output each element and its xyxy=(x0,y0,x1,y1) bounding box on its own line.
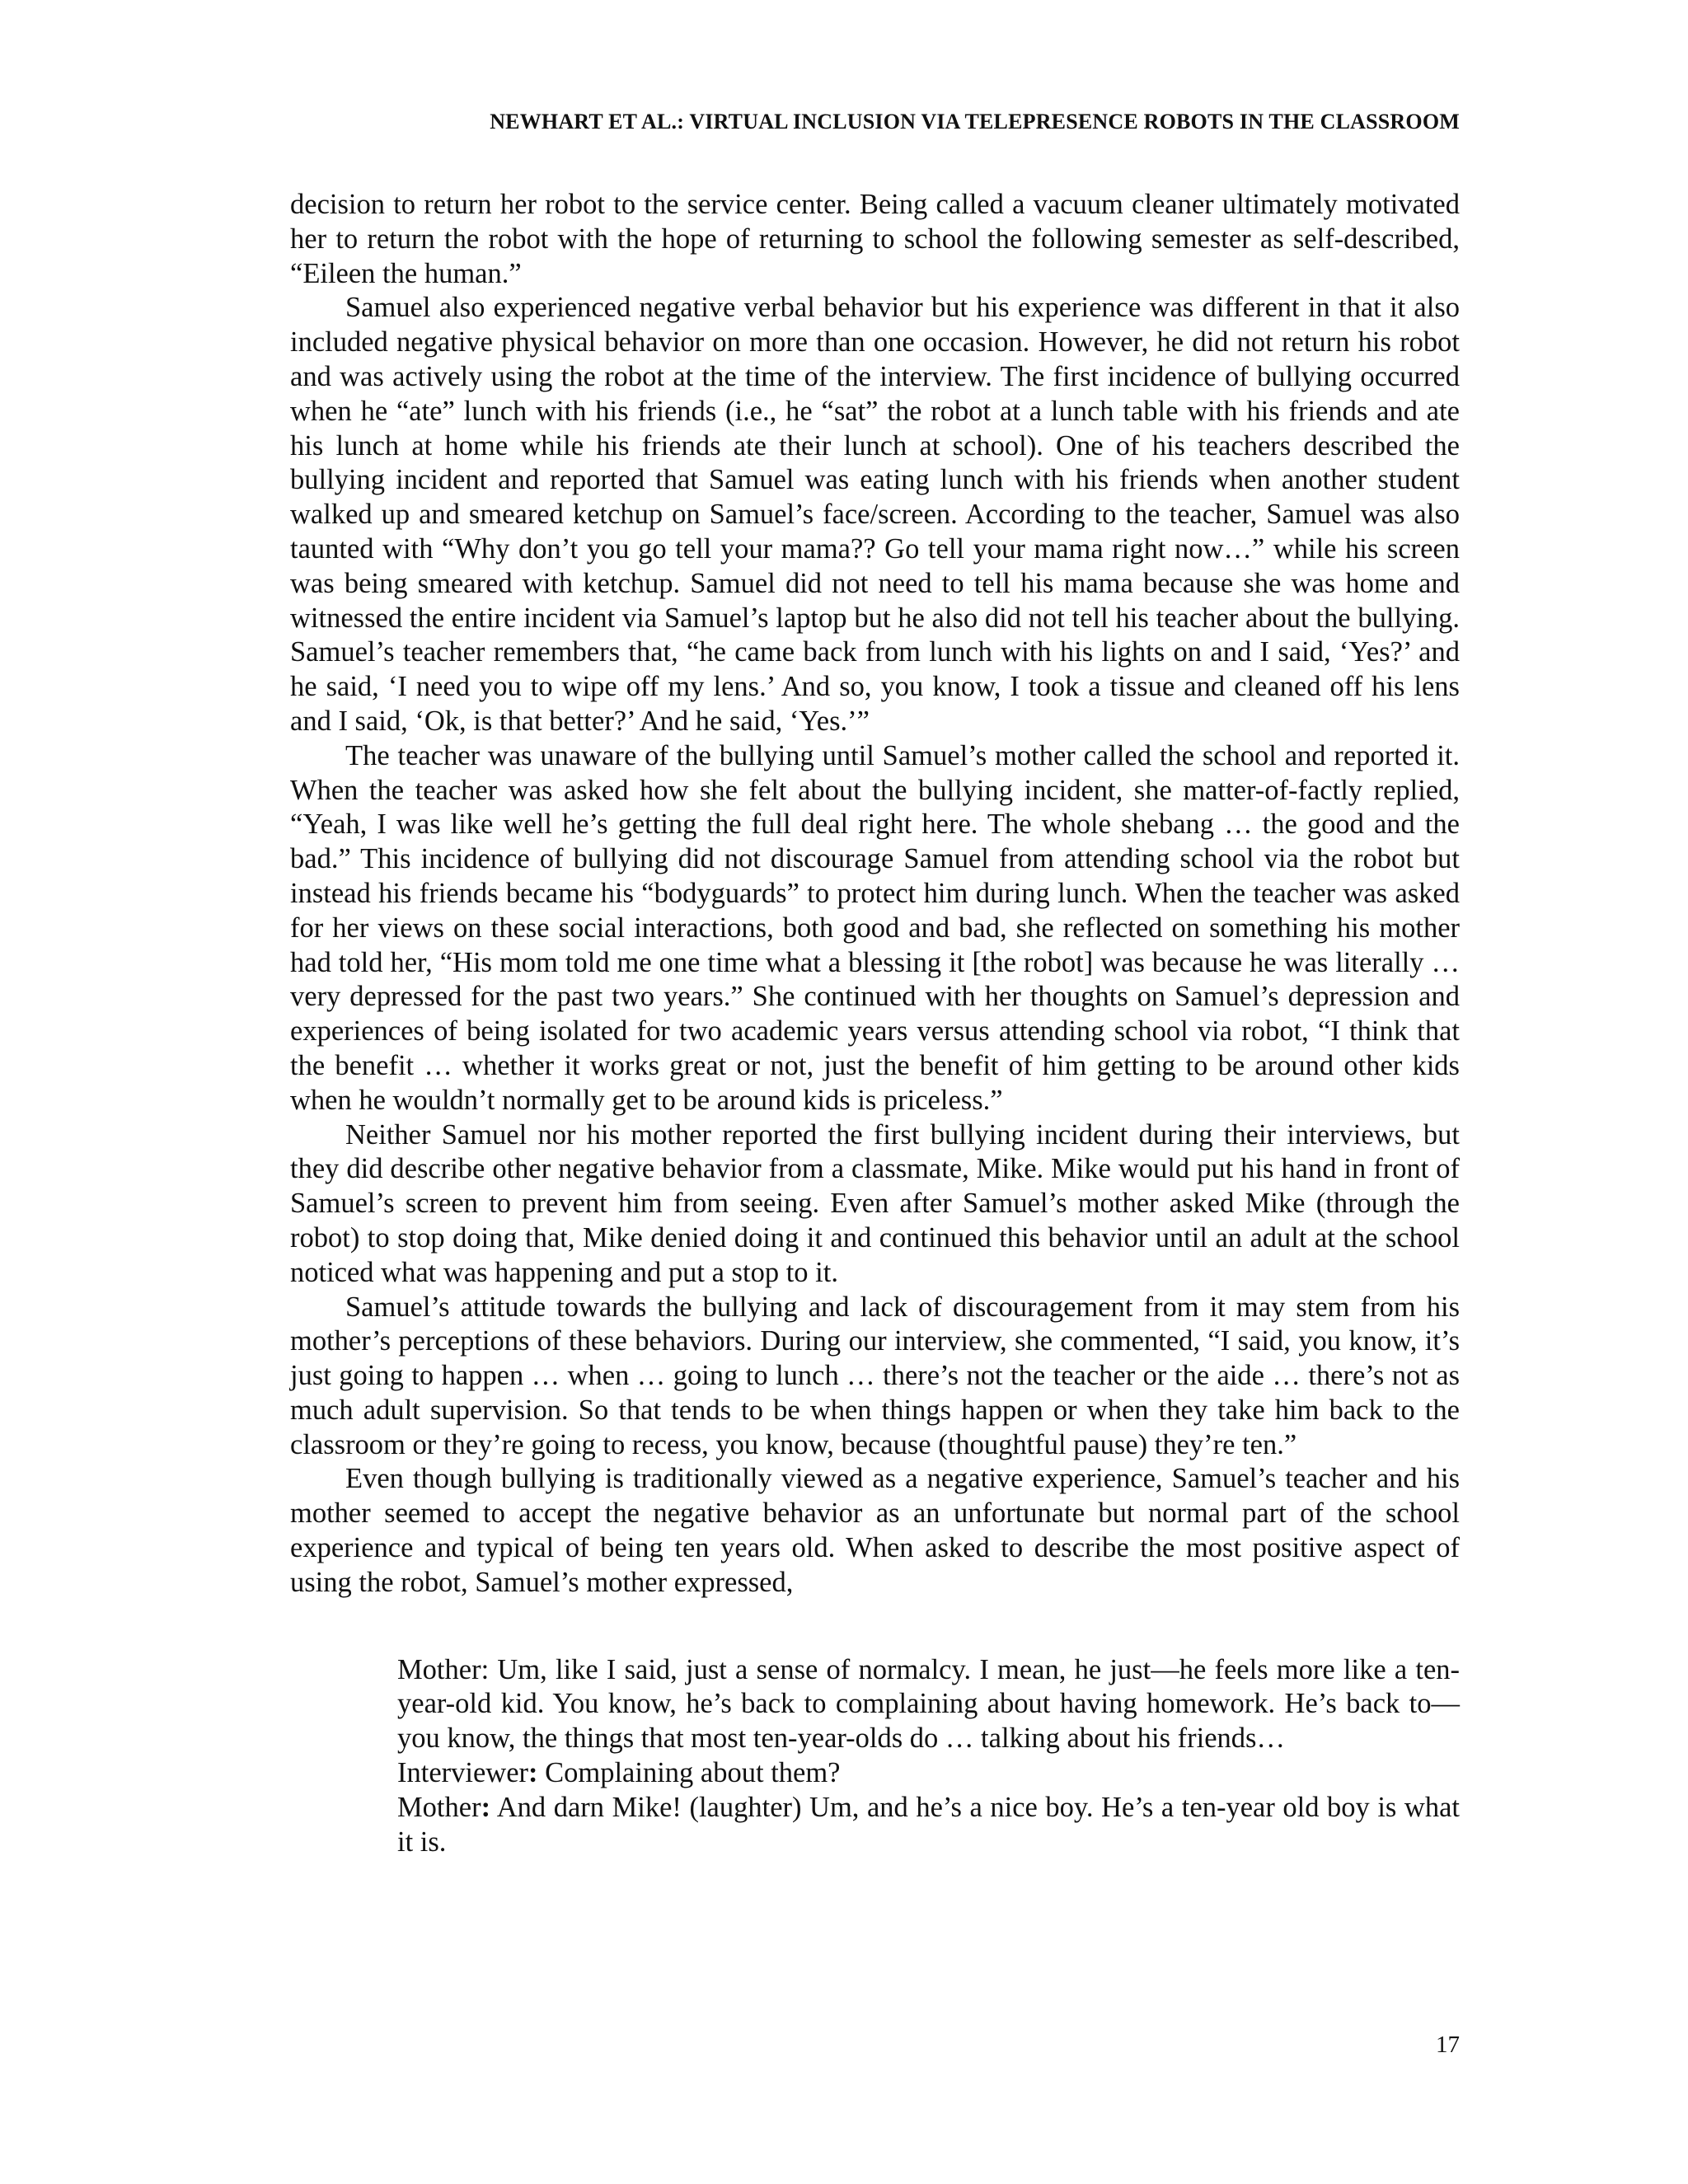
quote-line-mother-1 xyxy=(397,1653,1460,1756)
quote-colon: : xyxy=(481,1791,491,1823)
quote-text: : Um, like I said, just a sense of normalcy. I mean, he just—he feels more like a ten-year-old kid. You know, he’s back to complaining about having homework. He’s back to—you know, the things that most ten-year-olds do … talking about his friends… xyxy=(397,1653,1460,1755)
interview-block-quote xyxy=(397,1653,1460,1860)
quote-line-mother-2 xyxy=(397,1791,1460,1860)
running-header: NEWHART ET AL.: VIRTUAL INCLUSION VIA TELEPRESENCE ROBOTS IN THE CLASSROOM xyxy=(490,110,1460,134)
article-body xyxy=(290,188,1460,1859)
quote-text: Complaining about them? xyxy=(537,1757,841,1789)
paragraph-mother-perception: Samuel’s attitude towards the bullying and lack of discouragement from it may stem from his mother’s perceptions of these behaviors. During our interview, she commented, “I said, you know, it’s just going to happen … when … going to lunch … there’s not the teacher or the aide … there’s not as much adult supervision. So that tends to be when things happen or when they take him back to the classroom or they’re going to recess, you know, because (thoughtful pause) they’re ten.” xyxy=(290,1291,1460,1460)
paragraph-normal-experience: Even though bullying is traditionally viewed as a negative experience, Samuel’s teacher and his mother seemed to accept the negative behavior as an unfortunate but normal part of the school experience and typical of being ten years old. When asked to describe the most positive aspect of using the robot, Samuel’s mother expressed, xyxy=(290,1463,1460,1598)
paragraph-teacher-unaware: The teacher was unaware of the bullying until Samuel’s mother called the school and reported it. When the teacher was asked how she felt about the bullying incident, she matter-of-factly replied, “Yeah, I was like well he’s getting the full deal right here. The whole shebang … the good and the bad.” This incidence of bullying did not discourage Samuel from attending school via the robot but instead his friends became his “bodyguards” to protect him during lunch. When the teacher was asked for her views on these social interactions, both good and bad, she reflected on something his mother had told her, “His mom told me one time what a blessing it [the robot] was because he was literally … very depressed for the past two years.” She continued with her thoughts on Samuel’s depression and experiences of being isolated for two academic years versus attending school via robot, “I think that the benefit … whether it works great or not, just the benefit of him getting to be around other kids when he wouldn’t normally get to be around kids is priceless.” xyxy=(290,739,1460,1116)
quote-line-interviewer xyxy=(397,1756,1460,1791)
quote-colon: : xyxy=(528,1757,538,1789)
quote-speaker: Interviewer xyxy=(397,1757,528,1789)
paragraph-mike-behavior: Neither Samuel nor his mother reported the first bullying incident during their interviews, but they did describe other negative behavior from a classmate, Mike. Mike would put his hand in front of Samuel’s screen to prevent him from seeing. Even after Samuel’s mother asked Mike (through the robot) to stop doing that, Mike denied doing it and continued this behavior until an adult at the school noticed what was happening and put a stop to it. xyxy=(290,1118,1460,1288)
paragraph-continuation: decision to return her robot to the service center. Being called a vacuum cleaner ultimately motivated her to return the robot with the hope of returning to school the following semester as self-described, “Eileen the human.” xyxy=(290,189,1460,289)
quote-text: And darn Mike! (laughter) Um, and he’s a nice boy. He’s a ten-year old boy is what it is. xyxy=(397,1791,1460,1858)
paragraph-samuel-bullying: Samuel also experienced negative verbal behavior but his experience was different in that it also included negative physical behavior on more than one occasion. However, he did not return his robot and was actively using the robot at the time of the interview. The first incidence of bullying occurred when he “ate” lunch with his friends (i.e., he “sat” the robot at a lunch table with his friends and ate his lunch at home while his friends ate their lunch at school). One of his teachers described the bullying incident and reported that Samuel was eating lunch with his friends when another student walked up and smeared ketchup on Samuel’s face/screen. According to the teacher, Samuel was also taunted with “Why don’t you go tell your mama?? Go tell your mama right now…” while his screen was being smeared with ketchup. Samuel did not need to tell his mama because she was home and witnessed the entire incident via Samuel’s laptop but he also did not tell his teacher about the bullying. Samuel’s teacher remembers that, “he came back from lunch with his lights on and I said, ‘Yes?’ and he said, ‘I need you to wipe off my lens.’ And so, you know, I took a tissue and cleaned off his lens and I said, ‘Ok, is that better?’ And he said, ‘Yes.’” xyxy=(290,292,1460,737)
quote-speaker: Mother xyxy=(397,1653,481,1685)
page-number: 17 xyxy=(1436,2032,1460,2058)
quote-speaker: Mother xyxy=(397,1791,481,1823)
